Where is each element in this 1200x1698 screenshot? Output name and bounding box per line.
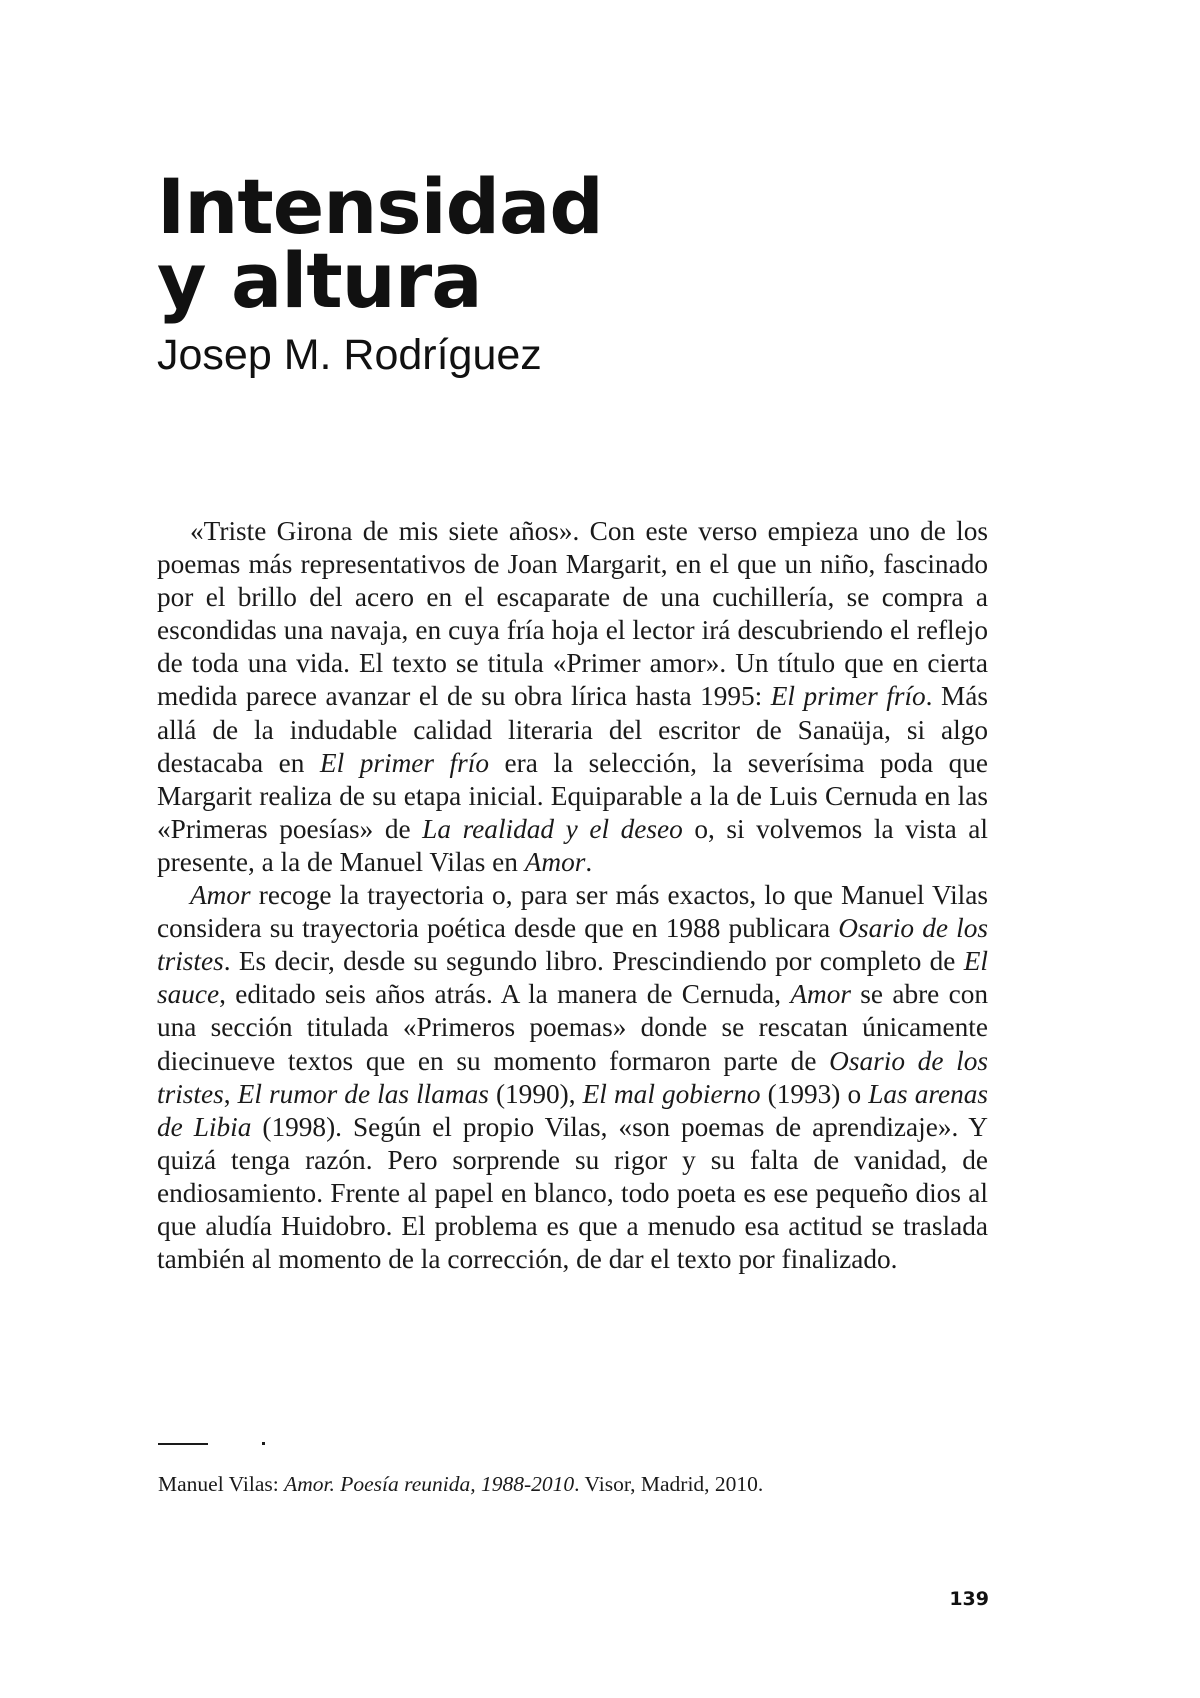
p2-text-15: (1998). Según el propio Vilas, «son poemas de aprendizaje». Y quizá tenga razón. Pero sorprende su rigor y su falta de vanidad, de endiosamiento. Frente al papel en blanco, todo poeta es ese pequeño dios al que aludía Huidobro. El problema es que a menudo esa actitud se traslada también al momento de la corrección, de dar el texto por finalizado. [157,1111,989,1275]
p2-book-title-el-mal-gobierno: El mal gobierno [582,1078,761,1109]
p2-text-1: recoge la trayectoria o, para ser más exactos, lo que Manuel Vilas considera su trayectoria poética desde que en 1988 publicara [157,880,988,944]
p1-book-title-el-primer-frio-2: El primer frío [319,747,489,778]
p1-book-title-la-realidad-y-el-deseo: La realidad y el deseo [422,813,683,844]
page-number: 139 [949,1588,989,1610]
p1-text-2: . Más allá de la indudable calidad literaria del escritor de Sanaüja, si algo destacaba en [157,681,988,778]
p2-text-3: . Es decir, desde su segundo libro. Prescindiendo por completo de [223,946,964,977]
footnote-mark [262,1442,265,1445]
article-author: Josep M. Rodríguez [157,331,542,379]
p2-text-5: , editado seis años atrás. A la manera de Cernuda, [219,979,791,1010]
p2-book-title-osario: Osario de los tristes [157,913,989,977]
p1-text-4: era la selección, la severísima poda que Margarit realiza de su etapa inicial. Equiparable a la de Luis Cernuda en las «Primeras poesías» de [157,747,989,844]
p1-text-0: «Triste Girona de mis siete años». Con este verso empieza uno de los poemas más representativos de Joan Margarit, en el que un niño, fascinado por el brillo del acero en el escaparate de una cuchillería, se compra a escondidas una navaja, en cuya fría hoja el lector irá descubriendo el reflejo de toda una vida. El texto se titula «Primer amor». Un título que en cierta medida parece avanzar el de su obra lírica hasta 1995: [157,516,988,712]
paragraph-1 [157,515,988,879]
footnote-rule [158,1443,208,1445]
title-line-1: Intensidad [157,162,603,251]
p1-text-6: o, si volvemos la vista al presente, a la de Manuel Vilas en [157,813,988,877]
footnote [158,1470,988,1498]
p1-text-8: . [585,846,593,877]
footnote-book-title: Amor. Poesía reunida, 1988-2010 [284,1472,575,1496]
p2-book-title-amor-2: Amor [790,979,852,1010]
title-line-2: y altura [157,236,482,325]
p2-text-11: (1990), [488,1078,583,1109]
p2-text-13: (1993) o [760,1078,869,1109]
p2-book-title-amor: Amor [190,880,251,911]
footnote-prefix: Manuel Vilas: [158,1472,285,1496]
paragraph-2 [157,879,988,1276]
p1-book-title-el-primer-frio: El primer frío [770,681,926,712]
p2-book-title-el-rumor: El rumor de las llamas [237,1078,489,1109]
article-title [157,162,603,325]
p2-book-title-el-sauce: El sauce [157,946,988,1010]
p2-book-title-las-arenas: Las arenas de Libia [157,1078,989,1142]
footnote-suffix: . Visor, Madrid, 2010. [574,1472,764,1496]
article-body [157,515,988,1276]
p2-text-9: , [223,1078,238,1109]
p1-book-title-amor: Amor [524,846,586,877]
p2-text-7: se abre con una sección titulada «Primeros poemas» donde se rescatan únicamente diecinueve textos que en su momento formaron parte de [157,979,989,1076]
p2-book-title-osario-2: Osario de los tristes [157,1045,988,1109]
